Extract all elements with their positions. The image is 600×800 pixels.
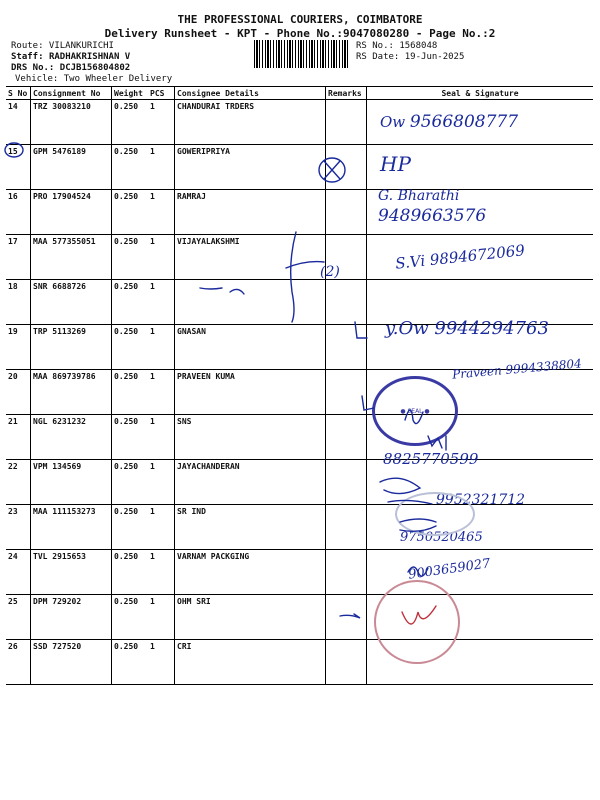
cell-consignment-no: TRZ 30083210	[31, 100, 112, 145]
cell-remarks	[326, 280, 367, 325]
cell-sno: 15	[6, 145, 31, 190]
drs-label: DRS No.:	[11, 63, 60, 73]
cell-consignment-no: SSD 727520	[31, 640, 112, 685]
pink-seal-stamp	[374, 580, 460, 664]
table-row	[6, 505, 593, 550]
table-row	[6, 550, 593, 595]
cell-pcs: 1	[148, 145, 175, 190]
table-row	[6, 640, 593, 685]
cell-consignee: GOWERIPRIYA	[175, 145, 326, 190]
cell-weight: 0.250	[112, 640, 149, 685]
cell-consignee: GNASAN	[175, 325, 326, 370]
handwritten-phone-row23: 9952321712	[436, 492, 526, 508]
col-header-weight: Weight	[112, 87, 149, 100]
col-header-consignee: Consignee Details	[175, 87, 326, 100]
cell-pcs: 1	[148, 460, 175, 505]
cell-consignee: CHANDURAI TRDERS	[175, 100, 326, 145]
cell-consignee: VIJAYALAKSHMI	[175, 235, 326, 280]
table-header-row	[6, 87, 593, 100]
cell-remarks	[326, 145, 367, 190]
cell-consignment-no: NGL 6231232	[31, 415, 112, 460]
faint-seal-stamp	[395, 492, 475, 536]
runsheet-table	[6, 86, 593, 685]
cell-consignee: OHM SRI	[175, 595, 326, 640]
cell-weight: 0.250	[112, 145, 149, 190]
table-row	[6, 595, 593, 640]
cell-sno: 18	[6, 280, 31, 325]
cell-pcs: 1	[148, 415, 175, 460]
cell-consignment-no: VPM 134569	[31, 460, 112, 505]
handwritten-mark-row18: (2)	[320, 264, 340, 280]
handwritten-phone-row25: 9003659027	[407, 556, 492, 583]
rs-date: RS Date: 19-Jun-2025	[356, 52, 465, 62]
handwritten-phone-row19: y.Ow 9944294763	[385, 318, 549, 339]
cell-remarks	[326, 100, 367, 145]
cell-sno: 19	[6, 325, 31, 370]
col-header-pcs: PCS	[148, 87, 175, 100]
drs-number: DCJB156804802	[59, 63, 131, 73]
cell-weight: 0.250	[112, 550, 149, 595]
page-subtitle: Delivery Runsheet - KPT - Phone No.:9047080280 - Page No.:2	[104, 27, 496, 40]
company-seal-stamp: ● SEAL ●	[372, 376, 458, 446]
cell-consignment-no: MAA 577355051	[31, 235, 112, 280]
table-row	[6, 415, 593, 460]
cell-sno: 26	[6, 640, 31, 685]
cell-weight: 0.250	[112, 370, 149, 415]
cell-remarks	[326, 550, 367, 595]
cell-weight: 0.250	[112, 100, 149, 145]
cell-sno: 23	[6, 505, 31, 550]
cell-weight: 0.250	[112, 325, 149, 370]
rs-number: RS No.: 1568048	[356, 41, 438, 51]
cell-consignee: SNS	[175, 415, 326, 460]
handwritten-phone-row16: 9489663576	[378, 206, 487, 226]
cell-sno: 14	[6, 100, 31, 145]
staff-name: RADHAKRISHNAN V	[48, 52, 131, 62]
cell-sno: 22	[6, 460, 31, 505]
cell-sno: 20	[6, 370, 31, 415]
staff-label: Staff:	[11, 52, 49, 62]
cell-pcs: 1	[148, 100, 175, 145]
cell-weight: 0.250	[112, 595, 149, 640]
cell-pcs: 1	[148, 550, 175, 595]
cell-sno: 25	[6, 595, 31, 640]
cell-consignee: RAMRAJ	[175, 190, 326, 235]
col-header-remarks: Remarks	[326, 87, 367, 100]
cell-remarks	[326, 325, 367, 370]
drs-row	[11, 63, 130, 73]
col-header-consignment: Consignment No	[31, 87, 112, 100]
cell-pcs: 1	[148, 235, 175, 280]
barcode-image	[254, 40, 350, 68]
cell-consignee: SR IND	[175, 505, 326, 550]
cell-consignment-no: GPM 5476189	[31, 145, 112, 190]
table-row	[6, 145, 593, 190]
cell-consignee: PRAVEEN KUMA	[175, 370, 326, 415]
cell-remarks	[326, 640, 367, 685]
cell-consignee: JAYACHANDERAN	[175, 460, 326, 505]
cell-pcs: 1	[148, 505, 175, 550]
cell-consignment-no: TRP 5113269	[31, 325, 112, 370]
cell-remarks	[326, 505, 367, 550]
cell-consignment-no: MAA 111153273	[31, 505, 112, 550]
cell-consignee	[175, 280, 326, 325]
cell-consignment-no: PRO 17904524	[31, 190, 112, 235]
handwritten-phone-row14: Ow 9566808777	[380, 112, 519, 132]
cell-sno: 16	[6, 190, 31, 235]
cell-remarks	[326, 190, 367, 235]
cell-pcs: 1	[148, 190, 175, 235]
cell-pcs: 1	[148, 280, 175, 325]
handwritten-phone-row20: Praveen 9994338804	[451, 356, 583, 382]
cell-consignment-no: SNR 6688726	[31, 280, 112, 325]
cell-remarks	[326, 595, 367, 640]
cell-consignee: CRI	[175, 640, 326, 685]
cell-remarks	[326, 415, 367, 460]
handwritten-name-row16: G. Bharathi	[378, 188, 460, 204]
handwritten-initials-row15: HP	[380, 152, 411, 176]
cell-pcs: 1	[148, 370, 175, 415]
cell-weight: 0.250	[112, 415, 149, 460]
cell-weight: 0.250	[112, 280, 149, 325]
vehicle-label: Vehicle: Two Wheeler Delivery	[15, 74, 173, 84]
cell-consignment-no: DPM 729202	[31, 595, 112, 640]
cell-sno: 24	[6, 550, 31, 595]
cell-remarks	[326, 460, 367, 505]
route-label: Route: VILANKURICHI	[11, 41, 114, 51]
cell-consignment-no: TVL 2915653	[31, 550, 112, 595]
cell-consignee: VARNAM PACKGING	[175, 550, 326, 595]
cell-pcs: 1	[148, 640, 175, 685]
page-title: THE PROFESSIONAL COURIERS, COIMBATORE	[177, 13, 423, 26]
col-header-sno: S No	[6, 87, 31, 100]
cell-weight: 0.250	[112, 190, 149, 235]
cell-sno: 17	[6, 235, 31, 280]
cell-sno: 21	[6, 415, 31, 460]
cell-weight: 0.250	[112, 460, 149, 505]
cell-remarks	[326, 370, 367, 415]
cell-pcs: 1	[148, 325, 175, 370]
cell-weight: 0.250	[112, 235, 149, 280]
col-header-signature: Seal & Signature	[367, 87, 594, 100]
handwritten-phone-row22: 8825770599	[383, 450, 479, 468]
cell-pcs: 1	[148, 595, 175, 640]
handwritten-phone-row24: 9750520465	[400, 530, 483, 545]
handwritten-phone-row18: S.Vi 9894672069	[394, 241, 526, 273]
cell-consignment-no: MAA 869739786	[31, 370, 112, 415]
staff-row	[11, 52, 130, 62]
table-row	[6, 190, 593, 235]
cell-weight: 0.250	[112, 505, 149, 550]
